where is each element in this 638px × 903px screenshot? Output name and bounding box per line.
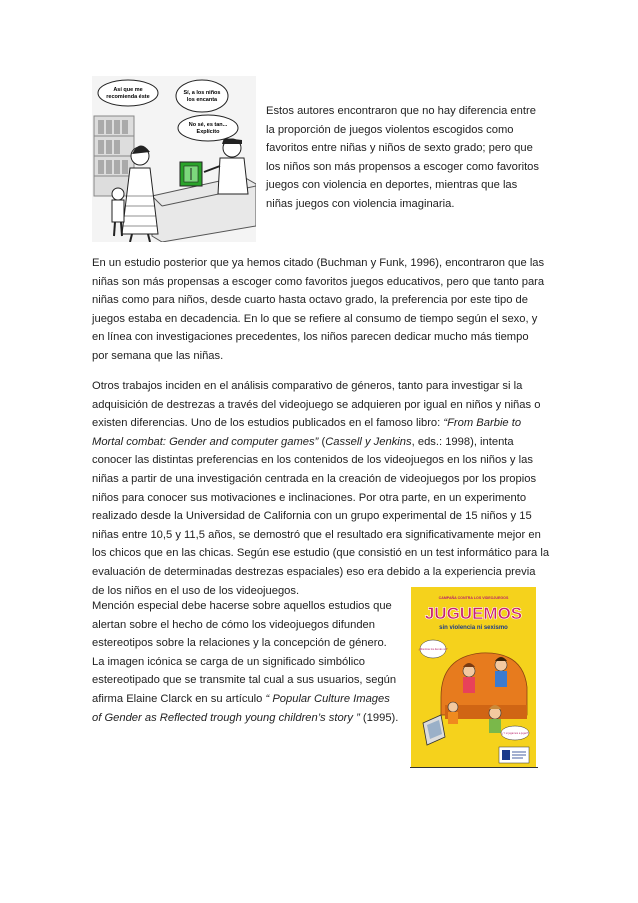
- paragraph-line: [92, 414, 562, 433]
- poster-logo: [502, 750, 510, 760]
- paragraph-line: Estos autores encontraron que no hay diferencia entre: [266, 105, 536, 117]
- poster-header: CAMPAÑA CONTRA LOS VIDEOJUEGOS: [438, 596, 509, 600]
- paragraph-line: conocer las distintas preferencias en los contenidos de los videojuegos en los niños y las: [92, 454, 533, 467]
- comic-bubble-2-line-1: Sí, a los niños: [183, 90, 221, 96]
- paragraph-line: la proporción de juegos violentos escogidos como: [266, 123, 514, 136]
- paragraph-line: La imagen icónica se carga de un significado simbólico: [92, 655, 366, 668]
- paragraph-4: [92, 597, 407, 727]
- comic-bubble-3-line-2: Explícito: [196, 129, 220, 135]
- paragraph-line: realizado desde la Universidad de California con un grupo experimental de 15 niños y 15: [92, 510, 532, 523]
- book-title-part-2: Mortal combat: Gender and computer games”: [92, 435, 319, 448]
- paragraph-line: [92, 433, 562, 452]
- paragraph-line: niños para conocer sus motivaciones e inclinaciones. Por otra parte, en un experimento: [92, 491, 527, 504]
- paragraph-line: niñas juegos con violencia imaginaria.: [266, 197, 455, 210]
- paragraph-1: [266, 102, 566, 214]
- comic-bubble-1-line-2: recomienda éste: [106, 94, 150, 100]
- poster-title: JUGUEMOS: [424, 604, 523, 623]
- paragraph-line: estereotipado que se transmite tal cual a sus usuarios, según: [92, 674, 397, 687]
- paragraph-line: niñas entre 10,5 y 11,5 años, se demostró que el resultado era significativamente mejor en: [92, 528, 541, 541]
- comic-bubble-2-line-2: los encanta: [186, 97, 218, 103]
- paragraph-line: [92, 690, 407, 709]
- paragraph-3: [92, 377, 562, 600]
- paragraph-line: niñas son más propensas a escoger como favoritos juegos educativos, pero que tanto para: [92, 275, 545, 288]
- paragraph-line: de los niños en el uso de los videojuegos.: [92, 584, 300, 597]
- comic-illustration: [92, 76, 256, 242]
- text-span: afirma Elaine Clarck en su artículo: [92, 692, 266, 705]
- paragraph-line: [92, 709, 407, 728]
- poster-bubble-left: ¿Mientras los demás no?: [418, 648, 448, 651]
- paragraph-line: por semana que las niñas.: [92, 349, 224, 362]
- book-title-part-1: “From Barbie to: [443, 417, 522, 430]
- comic-bubble-1-line-1: Así que me: [113, 87, 143, 93]
- paragraph-line: juegos con violencia en deportes, mientras que las: [266, 179, 518, 192]
- paragraph-line: favoritos entre niñas y niños de sexto grado; pero que: [266, 142, 533, 155]
- text-span: (1995).: [359, 711, 399, 724]
- paragraph-line: juegos estaba en decadencia. En lo que se refiere al consumo de tiempo según el sexo, y: [92, 312, 538, 325]
- paragraph-line: niñas a partir de una investigación centrada en la creación de videojuegos por los propios: [92, 472, 537, 485]
- text-span: (: [318, 435, 326, 448]
- comic-bubble-3-line-1: No sé, es tan...: [188, 122, 228, 128]
- paragraph-line: los chicos que en las chicas. Según ese estudio (que consistió en un test informático para la: [92, 547, 550, 560]
- paragraph-line: niñas como para niños, desde cuarto hasta octavo grado, la preferencia por este tipo de: [92, 294, 528, 307]
- article-title-part-1: “ Popular Culture Images: [265, 692, 390, 705]
- paragraph-line: evaluación de determinadas destrezas espaciales) eso era debido a la experiencia previa: [92, 565, 536, 578]
- book-authors: Cassell y Jenkins: [325, 435, 412, 448]
- paragraph-line: En un estudio posterior que ya hemos citado (Buchman y Funk, 1996), encontraron que las: [92, 257, 545, 269]
- paragraph-line: estereotipos sobre la relaciones y la concepción de género.: [92, 637, 387, 650]
- poster-underline: [410, 767, 538, 768]
- campaign-poster: [411, 587, 536, 767]
- article-title-part-2: of Gender as Reflected trough young children’s story ”: [92, 711, 360, 724]
- paragraph-2: [92, 254, 562, 366]
- paragraph-line: adquisición de destrezas a través del videojuego se adquieren por igual en niños y niñas o: [92, 398, 541, 411]
- poster-subtitle: sin violencia ni sexismo: [439, 625, 508, 631]
- text-span: , eds.: 1998), intenta: [411, 435, 514, 448]
- text-span: existen diferencias. Uno de los estudios publicados en el famoso libro:: [92, 417, 444, 430]
- paragraph-line: alertan sobre el hecho de cómo los videojuegos difunden: [92, 618, 375, 631]
- paragraph-line: Otros trabajos inciden en el análisis comparativo de géneros, tanto para investigar si la: [92, 380, 523, 392]
- paragraph-line: los niños son más propensos a escoger como favoritos: [266, 160, 539, 173]
- paragraph-line: Mención especial debe hacerse sobre aquellos estudios que: [92, 600, 392, 612]
- paragraph-line: en línea con investigaciones precedentes, los niños parecen dedicar mucho más tiempo: [92, 331, 529, 344]
- poster-bubble-right: ¿Y si jugamos a jugar?: [501, 732, 529, 735]
